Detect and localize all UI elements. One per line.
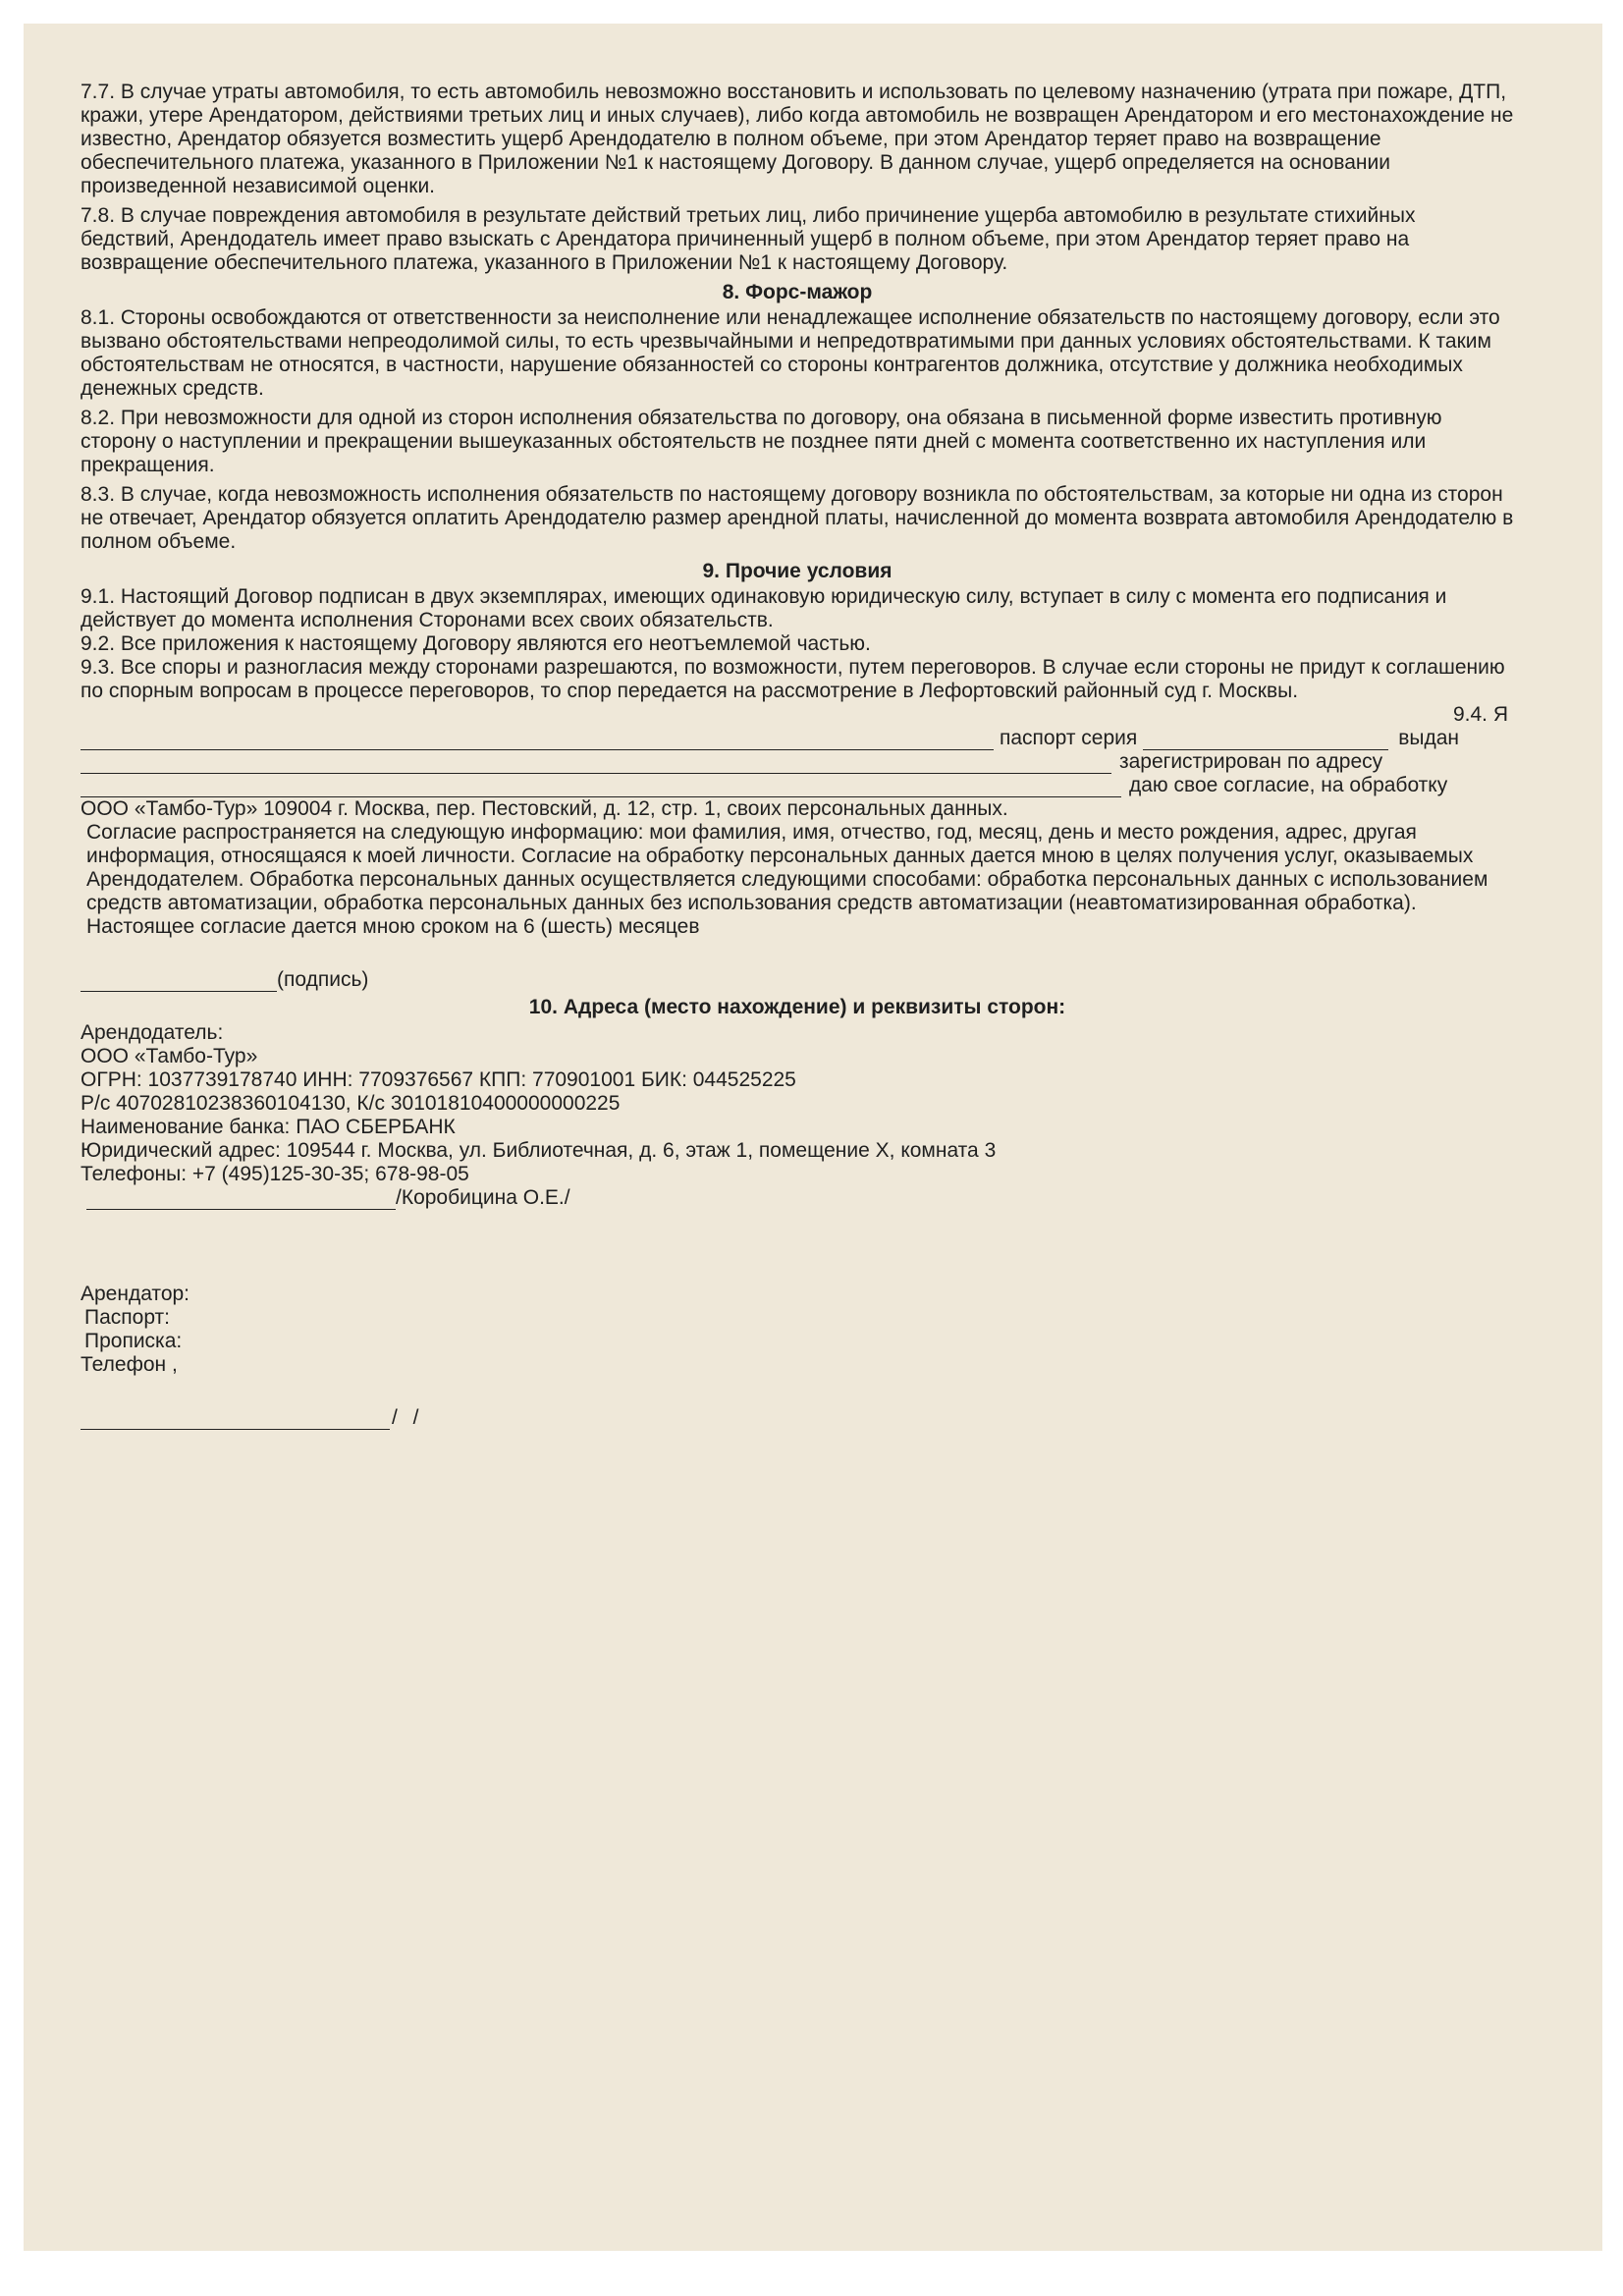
- name-blank: [81, 730, 994, 750]
- lessor-signature: /Коробицина О.Е./: [396, 1186, 570, 1209]
- lessee-signature-blank: [81, 1409, 390, 1430]
- consent-line: [81, 774, 1514, 797]
- consent-text: Согласие распространяется на следующую информацию: мои фамилия, имя, отчество, год, месяц, день и место рождения, адрес, другая информация, относящаяся к моей личности. Согласие на обработку персональных данных дается мною в целях получения услуг, оказываемых Арендодателем. Обработка персональных данных осуществляется следующими способами: обработка персональных данных с использованием средств автоматизации, обработка персональных данных без использования средств автоматизации (неавтоматизированная обработка). Настоящее согласие дается мною сроком на 6 (шесть) месяцев: [86, 821, 1488, 938]
- clause-7-7: 7.7. В случае утраты автомобиля, то есть автомобиль невозможно восстановить и использовать по целевому назначению (утрата при пожаре, ДТП, кражи, утере Арендатором, действиями третьих лиц и иных случаев), либо когда автомобиль не возвращен Арендатором и его местонахождение не известно, Арендатор обязуется возместить ущерб Арендодателю в полном объеме, при этом Арендатор теряет право на возвращение обеспечительного платежа, указанного в Приложении №1 к настоящему Договору. В данном случае, ущерб определяется на основании произведенной независимой оценки.: [81, 81, 1514, 197]
- lessor-label: Арендодатель:: [81, 1021, 224, 1044]
- clause-8-3: 8.3. В случае, когда невозможность исполнения обязательств по настоящему договору возникла по обстоятельствам, за которые ни одна из сторон не отвечает, Арендатор обязуется оплатить Арендодателю размер арендной платы, начисленной до момента возврата автомобиля Арендодателю в полном объеме.: [81, 483, 1514, 553]
- lessee-signature: / /: [392, 1406, 419, 1429]
- lessor-bank: Наименование банка: ПАО СБЕРБАНК: [81, 1116, 456, 1138]
- consent-label: даю свое согласие, на обработку: [1129, 774, 1448, 796]
- lessee-registration: Прописка:: [84, 1330, 183, 1352]
- signature-label: (подпись): [277, 968, 369, 991]
- lessee-signature-line: [81, 1406, 1514, 1430]
- issued-by-blank: [81, 753, 1111, 774]
- clause-7-8: 7.8. В случае повреждения автомобиля в результате действий третьих лиц, либо причинение ущерба автомобилю в результате стихийных бедствий, Арендодатель имеет право взыскать с Арендатора причиненный ущерб в полном объеме, при этом Арендатор теряет право на возвращение обеспечительного платежа, указанного в Приложении №1 к настоящему Договору.: [81, 204, 1416, 274]
- lessor-signature-blank: [86, 1189, 396, 1210]
- passport-line: [81, 727, 1514, 750]
- lessor-ids: ОГРН: 1037739178740 ИНН: 7709376567 КПП: 770901001 БИК: 044525225: [81, 1068, 796, 1091]
- clause-9-1: 9.1. Настоящий Договор подписан в двух экземплярах, имеющих одинаковую юридическую силу, вступает в силу с момента его подписания и действует до момента исполнения Сторонами всех своих обязательств.: [81, 585, 1447, 631]
- consent-company: ООО «Тамбо-Тур» 109004 г. Москва, пер. Пестовский, д. 12, стр. 1, своих персональных данных.: [81, 797, 1008, 820]
- section-10-heading: 10. Адреса (место нахождение) и реквизиты сторон:: [528, 996, 1066, 1018]
- passport-series-label: паспорт серия: [1000, 727, 1138, 749]
- clause-8-2: 8.2. При невозможности для одной из сторон исполнения обязательства по договору, она обязана в письменной форме известить противную сторону о наступлении и прекращении вышеуказанных обстоятельств не позднее пяти дней с момента соответственно их наступления или прекращения.: [81, 407, 1442, 476]
- section-9-heading: 9. Прочие условия: [702, 560, 893, 582]
- section-8-heading: 8. Форс-мажор: [722, 281, 873, 303]
- registration-line: [81, 750, 1514, 774]
- clause-9-4-start: 9.4. Я: [1452, 703, 1508, 726]
- issued-label: выдан: [1398, 727, 1460, 749]
- registered-label: зарегистрирован по адресу: [1119, 750, 1383, 773]
- clause-8-1: 8.1. Стороны освобождаются от ответственности за неисполнение или ненадлежащее исполнение обязательств по настоящему договору, если это вызвано обстоятельствами непреодолимой силы, то есть чрезвычайными и непредотвратимыми при данных условиях обстоятельствами. К таким обстоятельствам не относятся, в частности, нарушение обязанностей со стороны контрагентов должника, отсутствие у должника необходимых денежных средств.: [81, 306, 1500, 400]
- address-blank: [81, 777, 1121, 797]
- lessor-name: ООО «Тамбо-Тур»: [81, 1045, 258, 1067]
- lessor-address: Юридический адрес: 109544 г. Москва, ул. Библиотечная, д. 6, этаж 1, помещение Х, комната 3: [81, 1139, 997, 1162]
- clause-9-2: 9.2. Все приложения к настоящему Договору являются его неотъемлемой частью.: [81, 632, 871, 655]
- lessor-phones: Телефоны: +7 (495)125-30-35; 678-98-05: [81, 1163, 469, 1185]
- lessee-phone: Телефон ,: [81, 1353, 178, 1376]
- lessor-details: [81, 1021, 1514, 1210]
- consent-signature-blank: [81, 971, 277, 992]
- clause-9-3: 9.3. Все споры и разногласия между сторонами разрешаются, по возможности, путем переговоров. В случае если стороны не придут к соглашению по спорным вопросам в процессе переговоров, то спор передается на рассмотрение в Лефортовский районный суд г. Москвы.: [81, 656, 1505, 702]
- lessee-label: Арендатор:: [81, 1283, 190, 1305]
- lessor-signature-line: [81, 1186, 1514, 1210]
- consent-signature-line: [81, 968, 1514, 992]
- lessor-accounts: Р/с 40702810238360104130, К/с 30101810400000000225: [81, 1092, 621, 1115]
- document-body: [81, 81, 1514, 1430]
- lessee-details: [81, 1283, 1514, 1377]
- passport-series-blank: [1143, 730, 1388, 750]
- document-page: [24, 24, 1602, 2251]
- lessee-passport: Паспорт:: [84, 1306, 170, 1329]
